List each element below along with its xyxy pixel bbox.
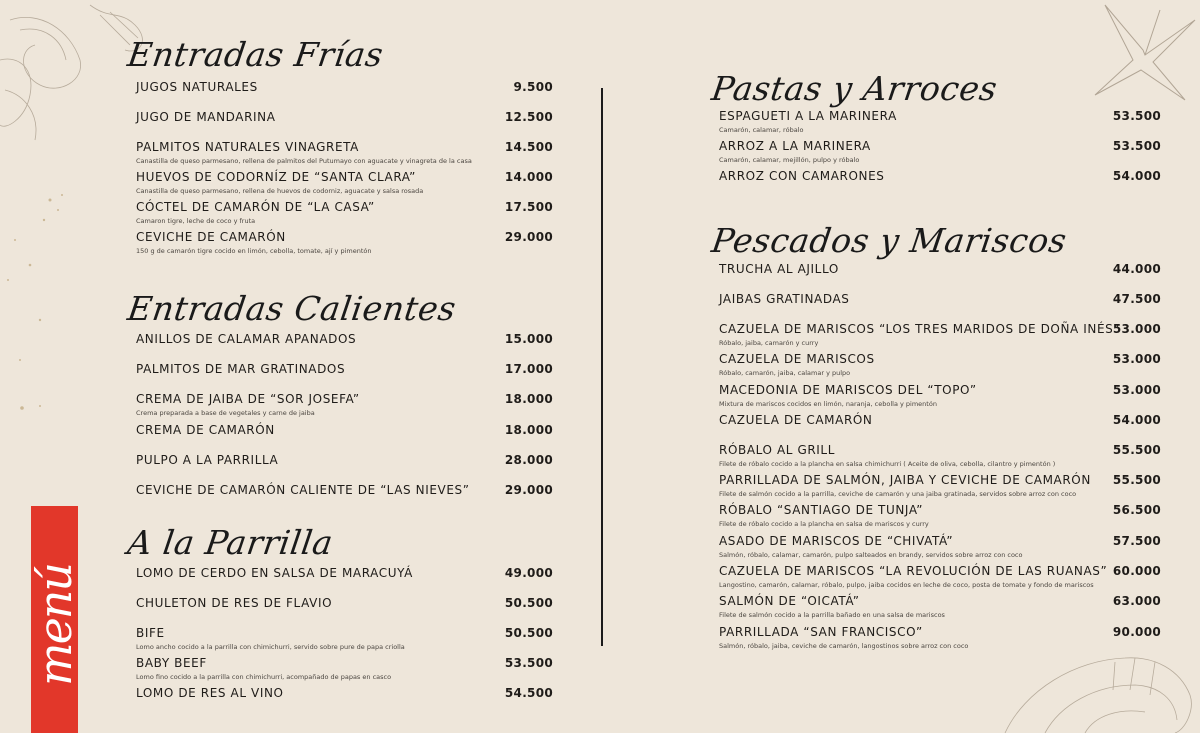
item-description: Róbalo, camarón, jaiba, calamar y pulpo xyxy=(719,369,851,377)
menu-item xyxy=(136,140,556,165)
menu-item xyxy=(136,656,556,681)
conch-sketch-icon xyxy=(985,650,1200,733)
section-title-pastas-arroces: Pastas y Arroces xyxy=(709,69,1000,108)
item-name: CAZUELA DE MARISCOS “LA REVOLUCIÓN DE LAS RUANAS” xyxy=(719,564,1108,578)
menu-item xyxy=(719,109,1163,134)
item-name: PALMITOS DE MAR GRATINADOS xyxy=(136,362,346,376)
menu-item xyxy=(136,170,556,195)
item-name: HUEVOS DE CODORNÍZ DE “SANTA CLARA” xyxy=(136,170,416,184)
menu-item xyxy=(136,453,556,467)
menu-item xyxy=(136,626,556,651)
menu-item xyxy=(136,596,556,610)
menu-item xyxy=(136,200,556,225)
item-description: Camarón, calamar, mejillón, pulpo y róbalo xyxy=(719,156,860,164)
item-price: 50.500 xyxy=(504,626,553,640)
menu-item xyxy=(719,352,1163,377)
item-description: Mixtura de mariscos cocidos en limón, naranja, cebolla y pimentón xyxy=(719,400,937,408)
item-description: 150 g de camarón tigre cocido en limón, cebolla, tomate, ají y pimentón xyxy=(136,247,372,255)
item-price: 29.000 xyxy=(504,230,553,244)
item-name: PALMITOS NATURALES VINAGRETA xyxy=(136,140,359,154)
menu-word: menú xyxy=(28,563,82,687)
item-name: RÓBALO “SANTIAGO DE TUNJA” xyxy=(719,503,924,517)
menu-item xyxy=(719,534,1163,559)
item-description: Filete de róbalo cocido a la plancha en salsa chimichurri ( Aceite de oliva, cebolla, cilantro y pimentón ) xyxy=(719,460,1056,468)
item-description: Salmón, róbalo, calamar, camarón, pulpo salteados en brandy, servidos sobre arroz con coco xyxy=(719,551,1023,559)
item-name: SALMÓN DE “OICATÁ” xyxy=(719,594,860,608)
item-price: 56.500 xyxy=(1112,503,1161,517)
item-name: LOMO DE CERDO EN SALSA DE MARACUYÁ xyxy=(136,566,413,580)
item-description: Canastilla de queso parmesano, rellena de huevos de codorniz, aguacate y salsa rosada xyxy=(136,187,424,195)
item-name: CAZUELA DE MARISCOS xyxy=(719,352,875,366)
menu-item xyxy=(719,503,1163,528)
item-name: ARROZ A LA MARINERA xyxy=(719,139,871,153)
menu-item xyxy=(136,483,556,497)
item-name: JUGOS NATURALES xyxy=(136,80,258,94)
item-description: Camarón, calamar, róbalo xyxy=(719,126,804,134)
column-divider xyxy=(601,88,603,646)
item-price: 12.500 xyxy=(504,110,553,124)
menu-item xyxy=(719,413,1163,427)
item-description: Crema preparada a base de vegetales y carne de jaiba xyxy=(136,409,315,417)
item-description: Langostino, camarón, calamar, róbalo, pulpo, jaiba cocidos en leche de coco, posta de tomate y fondo de mariscos xyxy=(719,581,1094,589)
menu-item xyxy=(719,564,1163,589)
item-price: 50.500 xyxy=(504,596,553,610)
item-name: PULPO A LA PARRILLA xyxy=(136,453,279,467)
item-name: ANILLOS DE CALAMAR APANADOS xyxy=(136,332,357,346)
item-description: Lomo fino cocido a la parrilla con chimichurri, acompañado de papas en casco xyxy=(136,673,392,681)
menu-item xyxy=(136,80,556,94)
item-name: ARROZ CON CAMARONES xyxy=(719,169,885,183)
item-price: 47.500 xyxy=(1112,292,1161,306)
item-description: Róbalo, jaiba, camarón y curry xyxy=(719,339,819,347)
item-name: ASADO DE MARISCOS DE “CHIVATÁ” xyxy=(719,534,954,548)
item-name: BIFE xyxy=(136,626,165,640)
menu-item xyxy=(136,392,556,417)
item-price: 17.500 xyxy=(504,200,553,214)
item-name: BABY BEEF xyxy=(136,656,207,670)
menu-side-band xyxy=(28,506,82,733)
item-name: CAZUELA DE CAMARÓN xyxy=(719,413,873,427)
item-price: 54.500 xyxy=(504,686,553,700)
menu-item xyxy=(719,473,1163,498)
menu-item xyxy=(136,332,556,346)
item-name: CHULETON DE RES DE FLAVIO xyxy=(136,596,333,610)
item-description: Salmón, róbalo, jaiba, ceviche de camarón, langostinos sobre arroz con coco xyxy=(719,642,969,650)
menu-item xyxy=(719,625,1163,650)
item-description: Camaron tigre, leche de coco y fruta xyxy=(136,217,256,225)
menu-item xyxy=(136,362,556,376)
item-name: MACEDONIA DE MARISCOS DEL “TOPO” xyxy=(719,383,977,397)
item-price: 63.000 xyxy=(1112,594,1161,608)
section-title-entradas-frias: Entradas Frías xyxy=(125,35,386,74)
item-name: JAIBAS GRATINADAS xyxy=(719,292,850,306)
item-price: 53.500 xyxy=(504,656,553,670)
item-name: CREMA DE CAMARÓN xyxy=(136,423,275,437)
item-name: CÓCTEL DE CAMARÓN DE “LA CASA” xyxy=(136,200,375,214)
item-price: 53.000 xyxy=(1112,352,1161,366)
menu-item xyxy=(136,110,556,124)
item-name: JUGO DE MANDARINA xyxy=(136,110,276,124)
item-price: 15.000 xyxy=(504,332,553,346)
item-price: 29.000 xyxy=(504,483,553,497)
item-description: Filete de róbalo cocido a la plancha en salsa de mariscos y curry xyxy=(719,520,929,528)
item-price: 53.000 xyxy=(1112,322,1161,336)
menu-item xyxy=(719,169,1163,183)
item-price: 9.500 xyxy=(513,80,553,94)
item-price: 44.000 xyxy=(1112,262,1161,276)
menu-item xyxy=(719,262,1163,276)
item-price: 18.000 xyxy=(504,423,553,437)
item-name: PARRILLADA “SAN FRANCISCO” xyxy=(719,625,923,639)
menu-item xyxy=(719,383,1163,408)
item-price: 28.000 xyxy=(504,453,553,467)
item-name: ESPAGUETI A LA MARINERA xyxy=(719,109,897,123)
item-price: 57.500 xyxy=(1112,534,1161,548)
gold-speckles xyxy=(0,180,70,440)
item-price: 60.000 xyxy=(1112,564,1161,578)
menu-item xyxy=(136,686,556,700)
menu-item xyxy=(719,322,1163,347)
item-name: CAZUELA DE MARISCOS “LOS TRES MARIDOS DE DOÑA INÉS” xyxy=(719,322,1121,336)
section-title-a-la-parrilla: A la Parrilla xyxy=(125,523,336,562)
item-price: 14.000 xyxy=(504,170,553,184)
item-description: Filete de salmón cocido a la parrilla bañado en una salsa de mariscos xyxy=(719,611,945,619)
item-price: 17.000 xyxy=(504,362,553,376)
section-title-entradas-calientes: Entradas Calientes xyxy=(125,289,459,328)
item-price: 54.000 xyxy=(1112,413,1161,427)
menu-item xyxy=(719,443,1163,468)
section-title-pescados-mariscos: Pescados y Mariscos xyxy=(709,221,1070,260)
item-description: Filete de salmón cocido a la parrilla, ceviche de camarón y una jaiba gratinada, servidos sobre arroz con coco xyxy=(719,490,1077,498)
menu-item xyxy=(719,292,1163,306)
item-description: Canastilla de queso parmesano, rellena de palmitos del Putumayo con aguacate y vinagreta de la casa xyxy=(136,157,472,165)
seashell-sketch-icon xyxy=(0,0,170,150)
item-name: RÓBALO AL GRILL xyxy=(719,443,835,457)
menu-item xyxy=(136,230,556,255)
item-name: CREMA DE JAIBA DE “SOR JOSEFA” xyxy=(136,392,360,406)
starfish-sketch-icon xyxy=(1075,0,1200,110)
item-name: CEVICHE DE CAMARÓN CALIENTE DE “LAS NIEVES” xyxy=(136,483,470,497)
item-price: 49.000 xyxy=(504,566,553,580)
item-price: 53.500 xyxy=(1112,139,1161,153)
menu-item xyxy=(719,139,1163,164)
item-name: CEVICHE DE CAMARÓN xyxy=(136,230,286,244)
menu-item xyxy=(136,566,556,580)
item-price: 18.000 xyxy=(504,392,553,406)
item-price: 55.500 xyxy=(1112,473,1161,487)
item-price: 55.500 xyxy=(1112,443,1161,457)
item-description: Lomo ancho cocido a la parrilla con chimichurri, servido sobre pure de papa criolla xyxy=(136,643,405,651)
item-price: 54.000 xyxy=(1112,169,1161,183)
item-price: 14.500 xyxy=(504,140,553,154)
menu-item xyxy=(719,594,1163,619)
item-name: PARRILLADA DE SALMÓN, JAIBA Y CEVICHE DE CAMARÓN xyxy=(719,473,1091,487)
item-name: LOMO DE RES AL VINO xyxy=(136,686,284,700)
item-price: 53.000 xyxy=(1112,383,1161,397)
menu-item xyxy=(136,423,556,437)
item-name: TRUCHA AL AJILLO xyxy=(719,262,839,276)
item-price: 53.500 xyxy=(1112,109,1161,123)
item-price: 90.000 xyxy=(1112,625,1161,639)
